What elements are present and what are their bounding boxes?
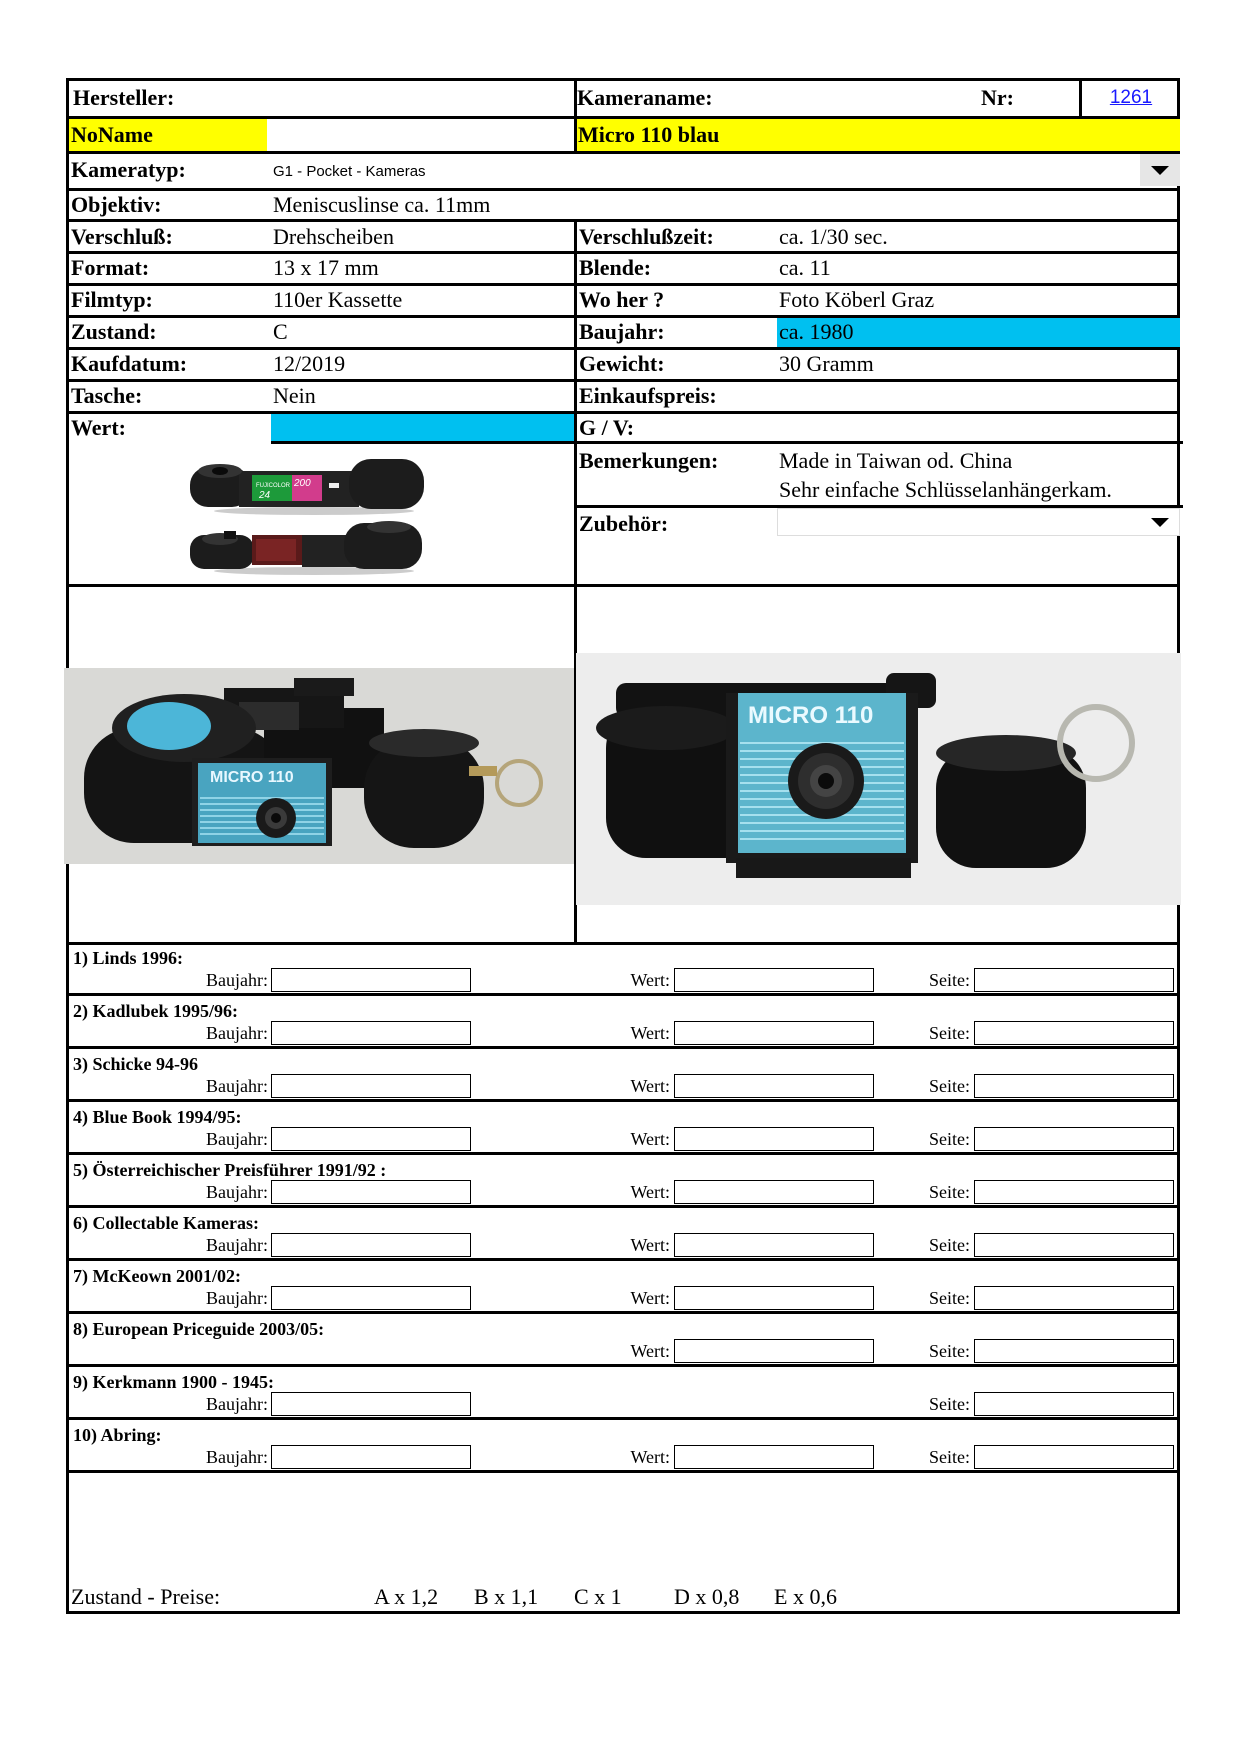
kaufdatum-label: Kaufdatum:	[71, 351, 188, 376]
baujahr-input[interactable]	[271, 1392, 471, 1416]
seite-input[interactable]	[974, 1180, 1174, 1204]
seite-label: Seite:	[929, 1129, 970, 1149]
reference-row	[69, 1366, 1177, 1419]
reference-title: 1) Linds 1996:	[73, 948, 184, 968]
baujahr-input[interactable]	[271, 1180, 471, 1204]
kameraname-value: Micro 110 blau	[578, 122, 720, 147]
tasche-label: Tasche:	[71, 383, 143, 408]
nr-label: Nr:	[981, 85, 1014, 110]
wert-label: Wert:	[71, 415, 126, 440]
reference-title: 9) Kerkmann 1900 - 1945:	[73, 1372, 274, 1392]
baujahr-label: Baujahr:	[206, 1182, 268, 1202]
wert-label: Wert:	[630, 1023, 670, 1043]
divider	[69, 347, 1177, 350]
column-divider	[574, 81, 577, 151]
format-value: 13 x 17 mm	[273, 255, 379, 280]
seite-label: Seite:	[929, 1288, 970, 1308]
gewicht-value: 30 Gramm	[779, 351, 874, 376]
seite-input[interactable]	[974, 1074, 1174, 1098]
zustand-label: Zustand:	[71, 319, 157, 344]
divider	[69, 1470, 1177, 1473]
wert-input[interactable]	[674, 1286, 874, 1310]
seite-input[interactable]	[974, 1392, 1174, 1416]
reference-row	[69, 1048, 1177, 1101]
baujahr-label: Baujahr:	[206, 970, 268, 990]
factor-b: B x 1,1	[474, 1584, 539, 1609]
wert-input[interactable]	[674, 1180, 874, 1204]
wert-input[interactable]	[674, 1127, 874, 1151]
reference-row	[69, 1260, 1177, 1313]
bemerkungen-line2: Sehr einfache Schlüsselanhängerkam.	[779, 477, 1112, 502]
kameratyp-value[interactable]: G1 - Pocket - Kameras	[273, 163, 426, 180]
seite-label: Seite:	[929, 970, 970, 990]
bemerkungen-line1: Made in Taiwan od. China	[779, 448, 1013, 473]
blende-value: ca. 11	[779, 255, 831, 280]
reference-title: 6) Collectable Kameras:	[73, 1213, 259, 1233]
baujahr-label: Baujahr:	[206, 1023, 268, 1043]
seite-input[interactable]	[974, 1445, 1174, 1469]
baujahr-value: ca. 1980	[779, 319, 854, 344]
reference-title: 5) Österreichischer Preisführer 1991/92 :	[73, 1160, 387, 1180]
kameratyp-label: Kameratyp:	[71, 157, 186, 182]
baujahr-input[interactable]	[271, 1233, 471, 1257]
divider	[69, 411, 1177, 414]
hersteller-value: NoName	[71, 122, 153, 147]
wert-highlight	[271, 414, 574, 441]
wert-input[interactable]	[674, 1339, 874, 1363]
wert-label: Wert:	[630, 1341, 670, 1361]
reference-row	[69, 1419, 1177, 1472]
divider	[69, 584, 1177, 587]
kameratyp-dropdown-button[interactable]	[1140, 154, 1180, 186]
objektiv-value: Meniscuslinse ca. 11mm	[273, 192, 491, 217]
wert-label: Wert:	[630, 1076, 670, 1096]
wert-label: Wert:	[630, 970, 670, 990]
chevron-down-icon	[1151, 518, 1169, 527]
baujahr-input[interactable]	[271, 1445, 471, 1469]
verschluss-value: Drehscheiben	[273, 224, 394, 249]
divider	[69, 219, 1177, 222]
reference-row	[69, 1154, 1177, 1207]
factor-c: C x 1	[574, 1584, 622, 1609]
objektiv-label: Objektiv:	[71, 192, 162, 217]
reference-row	[69, 1101, 1177, 1154]
reference-row	[69, 1207, 1177, 1260]
baujahr-label: Baujahr:	[206, 1129, 268, 1149]
factor-a: A x 1,2	[374, 1584, 439, 1609]
baujahr-input[interactable]	[271, 1127, 471, 1151]
seite-label: Seite:	[929, 1023, 970, 1043]
baujahr-label: Baujahr:	[206, 1394, 268, 1414]
column-divider	[574, 219, 577, 584]
film-cassette-photo	[184, 451, 444, 575]
wert-label: Wert:	[630, 1182, 670, 1202]
woher-label: Wo her ?	[579, 287, 665, 312]
baujahr-input[interactable]	[271, 968, 471, 992]
reference-row	[69, 1313, 1177, 1366]
baujahr-input[interactable]	[271, 1021, 471, 1045]
zustand-value: C	[273, 319, 288, 344]
seite-label: Seite:	[929, 1341, 970, 1361]
blende-label: Blende:	[579, 255, 652, 280]
camera-brand-text-left: MICRO 110	[210, 769, 294, 786]
seite-input[interactable]	[974, 1021, 1174, 1045]
zustand-preise-label: Zustand - Preise:	[71, 1584, 221, 1609]
woher-value: Foto Köberl Graz	[779, 287, 935, 312]
baujahr-label: Baujahr:	[579, 319, 665, 344]
cassette-iso-text: 200	[294, 478, 311, 489]
factor-e: E x 0,6	[774, 1584, 837, 1609]
reference-title: 3) Schicke 94-96	[73, 1054, 198, 1074]
nr-link[interactable]: 1261	[1109, 87, 1153, 108]
wert-input[interactable]	[674, 1445, 874, 1469]
reference-title: 10) Abring:	[73, 1425, 162, 1445]
gv-label: G / V:	[579, 415, 635, 440]
divider	[574, 441, 1183, 444]
seite-label: Seite:	[929, 1182, 970, 1202]
reference-row	[69, 995, 1177, 1048]
filmtyp-label: Filmtyp:	[71, 287, 153, 312]
zubehoer-dropdown[interactable]	[777, 508, 1180, 536]
seite-label: Seite:	[929, 1447, 970, 1467]
bemerkungen-label: Bemerkungen:	[579, 448, 719, 473]
seite-input[interactable]	[974, 1233, 1174, 1257]
wert-label: Wert:	[630, 1235, 670, 1255]
baujahr-label: Baujahr:	[206, 1288, 268, 1308]
wert-input[interactable]	[674, 968, 874, 992]
divider	[69, 151, 1177, 154]
factor-d: D x 0,8	[674, 1584, 740, 1609]
filmtyp-value: 110er Kassette	[273, 287, 403, 312]
seite-label: Seite:	[929, 1394, 970, 1414]
reference-row	[69, 942, 1177, 995]
wert-input[interactable]	[674, 1233, 874, 1257]
divider	[69, 188, 1177, 191]
hersteller-label: Hersteller:	[73, 85, 175, 110]
wert-input[interactable]	[674, 1074, 874, 1098]
reference-title: 8) European Priceguide 2003/05:	[73, 1319, 325, 1339]
reference-title: 4) Blue Book 1994/95:	[73, 1107, 242, 1127]
divider	[69, 283, 1177, 286]
kameraname-label: Kameraname:	[577, 85, 713, 110]
seite-input[interactable]	[974, 1127, 1174, 1151]
cassette-exp-text: 24	[259, 490, 271, 501]
camera-photo-right	[576, 653, 1181, 905]
format-label: Format:	[71, 255, 150, 280]
baujahr-input[interactable]	[271, 1074, 471, 1098]
baujahr-input[interactable]	[271, 1286, 471, 1310]
nr-box	[1079, 81, 1180, 119]
tasche-value: Nein	[273, 383, 316, 408]
camera-photo-left	[64, 668, 574, 864]
reference-title: 2) Kadlubek 1995/96:	[73, 1001, 239, 1021]
baujahr-label: Baujahr:	[206, 1447, 268, 1467]
zubehoer-label: Zubehör:	[579, 511, 669, 536]
reference-title: 7) McKeown 2001/02:	[73, 1266, 241, 1286]
gewicht-label: Gewicht:	[579, 351, 665, 376]
chevron-down-icon	[1151, 166, 1169, 175]
wert-label: Wert:	[630, 1129, 670, 1149]
verschluss-label: Verschluß:	[71, 224, 173, 249]
divider	[271, 441, 574, 444]
seite-input[interactable]	[974, 1339, 1174, 1363]
seite-label: Seite:	[929, 1076, 970, 1096]
seite-label: Seite:	[929, 1235, 970, 1255]
camera-record-sheet	[66, 78, 1180, 1614]
verschlusszeit-label: Verschlußzeit:	[579, 224, 714, 249]
cassette-brand-text: FUJICOLOR	[256, 483, 291, 489]
wert-input[interactable]	[674, 1021, 874, 1045]
wert-label: Wert:	[630, 1288, 670, 1308]
kaufdatum-value: 12/2019	[273, 351, 346, 376]
camera-brand-text-right: MICRO 110	[748, 702, 874, 729]
baujahr-label: Baujahr:	[206, 1076, 268, 1096]
verschlusszeit-value: ca. 1/30 sec.	[779, 224, 888, 249]
baujahr-label: Baujahr:	[206, 1235, 268, 1255]
divider	[69, 379, 1177, 382]
seite-input[interactable]	[974, 1286, 1174, 1310]
divider	[69, 251, 1177, 254]
seite-input[interactable]	[974, 968, 1174, 992]
wert-label: Wert:	[630, 1447, 670, 1467]
einkaufspreis-label: Einkaufspreis:	[579, 383, 717, 408]
